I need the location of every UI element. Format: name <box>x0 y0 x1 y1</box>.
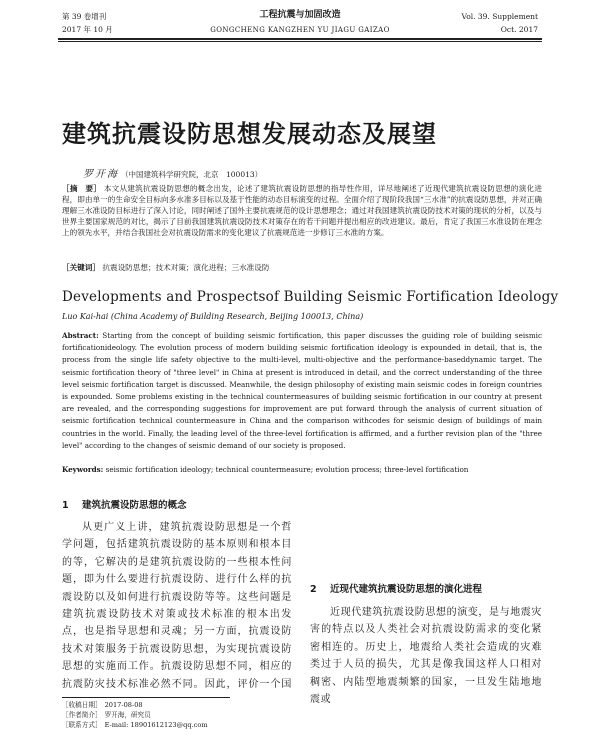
section1-number: 1 <box>62 500 69 511</box>
paper-title-en: Developments and Prospectsof Building Seismic Fortification Ideology <box>62 289 559 305</box>
author-affiliation-en: (China Academy of Building Research, Beijing 100013, China) <box>110 312 364 321</box>
abstract-cn <box>62 183 542 238</box>
author-affiliation-cn: （中国建筑科学研究院，北京 100013） <box>121 170 263 179</box>
abstract-cn-text: 本文从建筑抗震设防思想的概念出发，论述了建筑抗震设防思想的指导性作用，详尽地阐述了近现代建筑抗震设防思想的演化进程，即由单一的生命安全目标向多水准多目标以及基于性能的动态目标演变的过程。全面介绍了现阶段我国“三水准”的抗震设防思想，并对正确理解三水准设防目标进行了深入讨论，同时阐述了国外主要抗震规范的设计思想理念；通过对我国建筑抗震设防技术对策的现状的分析，以及与世界主要国家规范的对比，揭示了目前我国建筑抗震设防技术对策存在的若干问题并提出相应的改进建议。最后，肯定了我国三水准设防在理念上的领先水平，并结合我国社会对抗震设防需求的变化建议了抗震规范进一步修订三水准的方案。 <box>62 184 543 237</box>
header-rule <box>58 38 542 40</box>
date-en: Oct. 2017 <box>500 25 538 34</box>
keywords-en-label: Keywords: <box>62 465 104 474</box>
author-name-en: Luo Kai-hai <box>62 312 109 321</box>
footnote-author-value: 罗开海，研究员 <box>104 711 151 719</box>
volume-en: Vol. 39. Supplement <box>461 12 538 21</box>
volume-cn: 第 39 卷增刊 <box>62 12 107 21</box>
keywords-cn-text: 抗震设防思想；技术对策；演化进程；三水准设防 <box>102 263 270 272</box>
author-block-cn <box>83 162 262 181</box>
journal-title-cn: 工程抗震与加固改造 <box>259 10 341 20</box>
keywords-cn <box>62 262 542 273</box>
footnote-author-label: ［作者简介］ <box>62 711 102 719</box>
footnote-received-value: 2017-08-08 <box>104 701 143 709</box>
section1-heading <box>62 497 186 511</box>
keywords-cn-label: ［关键词］ <box>62 263 100 272</box>
author-name-cn: 罗开海 <box>83 169 119 180</box>
section2-number: 2 <box>310 584 317 595</box>
author-block-en <box>62 312 363 321</box>
header-rule-thin <box>58 41 542 42</box>
footnote-contact <box>62 720 208 730</box>
section1-body-left: 从更广义上讲，建筑抗震设防思想是一个哲学问题，包括建筑抗震设防的基本原则和根本目的等，它解决的是建筑抗震设防的一些根本性问题，即为什么要进行抗震设防、进行什么样的抗震设防以及如何进行抗震设防等等。这些问题是建筑抗震设防技术对策或技术标准的根本出发点，也是指导思想和灵魂；另一方面，抗震设防技术对策服务于抗震设防思想，为实现抗震设防思想的实施而工作。抗震设防思想不同，相应的抗震防灾技术标准必然不同。因此，评价一个国 <box>62 522 292 690</box>
section2-title: 近现代建筑抗震设防思想的演化进程 <box>329 584 482 595</box>
abstract-en <box>62 330 542 452</box>
footnote <box>62 700 208 730</box>
section1-body-right-window <box>310 485 542 572</box>
footnote-author <box>62 710 208 720</box>
journal-title-pinyin: GONGCHENG KANGZHEN YU JIAGU GAIZAO <box>210 26 390 34</box>
abstract-en-label: Abstract: <box>62 331 99 340</box>
abstract-cn-label: ［摘 要］ <box>62 184 102 193</box>
abstract-en-text: Starting from the concept of building seismic fortification, this paper discusses the guiding role of building seismic fortificationideology. The evolution process of modern building seismic fortification ideology is expounded in detail, that is, the process from the single life safety objective to the multi-level, multi-objective and the performance-baseddynamic target. The seismic fortification theory of "three level" in China at present is introduced in detail, and the correct understanding of the three level seismic fortification target is discussed. Meanwhile, the design philosophy of existing main seismic codes in foreign countries is expounded. Some problems existing in the technical countermeasures of building seismic fortification in our country at present are revealed, and the corresponding suggestions for improvement are put forward through the analysis of current situation of seismic fortification technical countermeasure in China and the comparison withcodes for seismic design of buildings of main countries in the world. Finally, the leading level of the three-level fortification is affirmed, and a further revision plan of the "three level" according to the changes of seismic demand of our society is proposed. <box>62 331 542 450</box>
footnote-received-label: ［收稿日期］ <box>62 701 102 709</box>
keywords-en-text: seismic fortification ideology; technical countermeasure; evolution process; three-level fortification <box>105 465 469 474</box>
footnote-contact-label: ［联系方式］ <box>62 721 102 729</box>
footnote-contact-value: E-mail: 18901612123@qq.com <box>104 721 208 729</box>
date-cn: 2017 年 10 月 <box>62 25 113 34</box>
footnote-rule <box>62 697 230 698</box>
footnote-received <box>62 700 208 710</box>
section1-title: 建筑抗震设防思想的概念 <box>81 500 187 511</box>
section2-heading <box>310 581 482 595</box>
section2-body: 近现代建筑抗震设防思想的演变，是与地震灾害的特点以及人类社会对抗震设防需求的变化紧密相连的。历史上，地震给人类社会造成的灾难类过于人员的损失，尤其是像我国这样人口相对稠密、内陆型地震频繁的国家，一旦发生陆地地震或 <box>310 607 542 706</box>
paper-title-cn: 建筑抗震设防思想发展动态及展望 <box>62 120 437 148</box>
keywords-en <box>62 464 542 475</box>
